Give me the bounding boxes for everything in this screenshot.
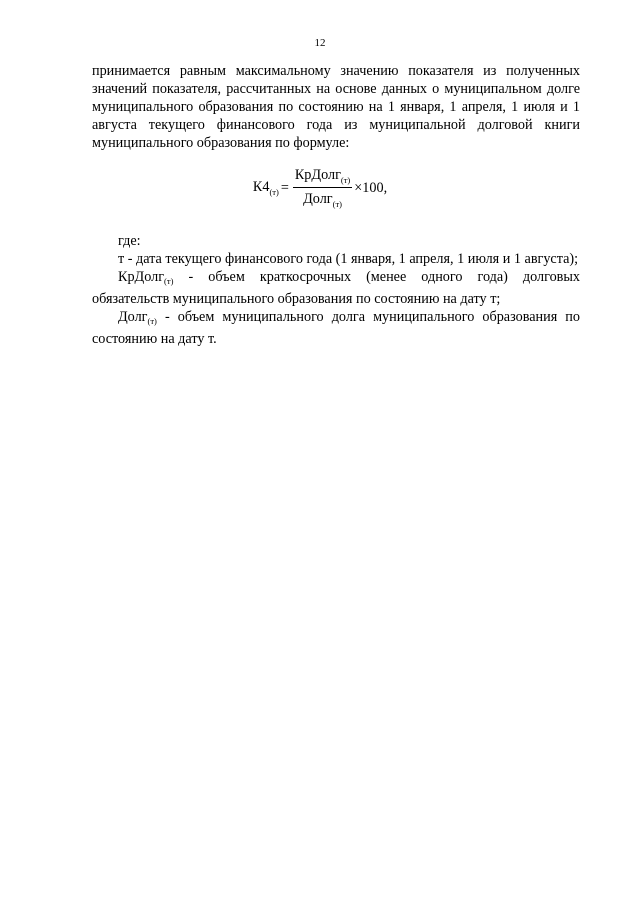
formula-denominator xyxy=(301,188,344,209)
legend xyxy=(92,232,580,348)
formula-lhs xyxy=(253,179,279,197)
legend-term: КрДолг xyxy=(118,269,165,285)
formula-numerator xyxy=(293,167,352,188)
legend-item xyxy=(92,268,580,308)
formula-multiplier: ×100, xyxy=(354,179,388,196)
page-number: 12 xyxy=(314,37,326,49)
legend-term: т xyxy=(118,251,125,267)
legend-where-label: где: xyxy=(118,233,141,249)
formula-numerator-subscript: (т) xyxy=(340,175,351,185)
legend-term: Долг xyxy=(118,309,148,325)
formula-lhs-subscript: (т) xyxy=(269,187,279,197)
formula-denominator-main: Долг xyxy=(303,191,333,207)
formula-lhs-symbol: К4 xyxy=(252,179,270,195)
legend-definition: - дата текущего финансового года (1 января, 1 апреля, 1 июля и 1 августа); xyxy=(124,251,579,267)
formula xyxy=(0,162,640,214)
legend-item xyxy=(92,308,580,348)
formula-numerator-main: КрДолг xyxy=(294,167,341,183)
legend-term-subscript: (т) xyxy=(147,316,157,326)
legend-definition: - объем муниципального долга муниципального образования по состоянию на дату т. xyxy=(92,309,580,347)
legend-item xyxy=(92,250,580,268)
legend-definition: - объем краткосрочных (менее одного года) долговых обязательств муниципального образования по состоянию на дату т; xyxy=(92,269,580,307)
formula-fraction xyxy=(293,167,352,209)
formula-equals: = xyxy=(280,179,289,196)
intro-paragraph: принимается равным максимальному значению показателя из полученных значений показателя, рассчитанных на основе данных о муниципальном долге муниципального образования по состоянию на 1 января, 1 апреля, 1 июля и 1 августа текущего финансового года из муниципальной долговой книги муниципального образования по формуле: xyxy=(92,63,580,151)
formula-denominator-subscript: (т) xyxy=(332,199,342,209)
legend-term-subscript: (т) xyxy=(164,276,174,286)
